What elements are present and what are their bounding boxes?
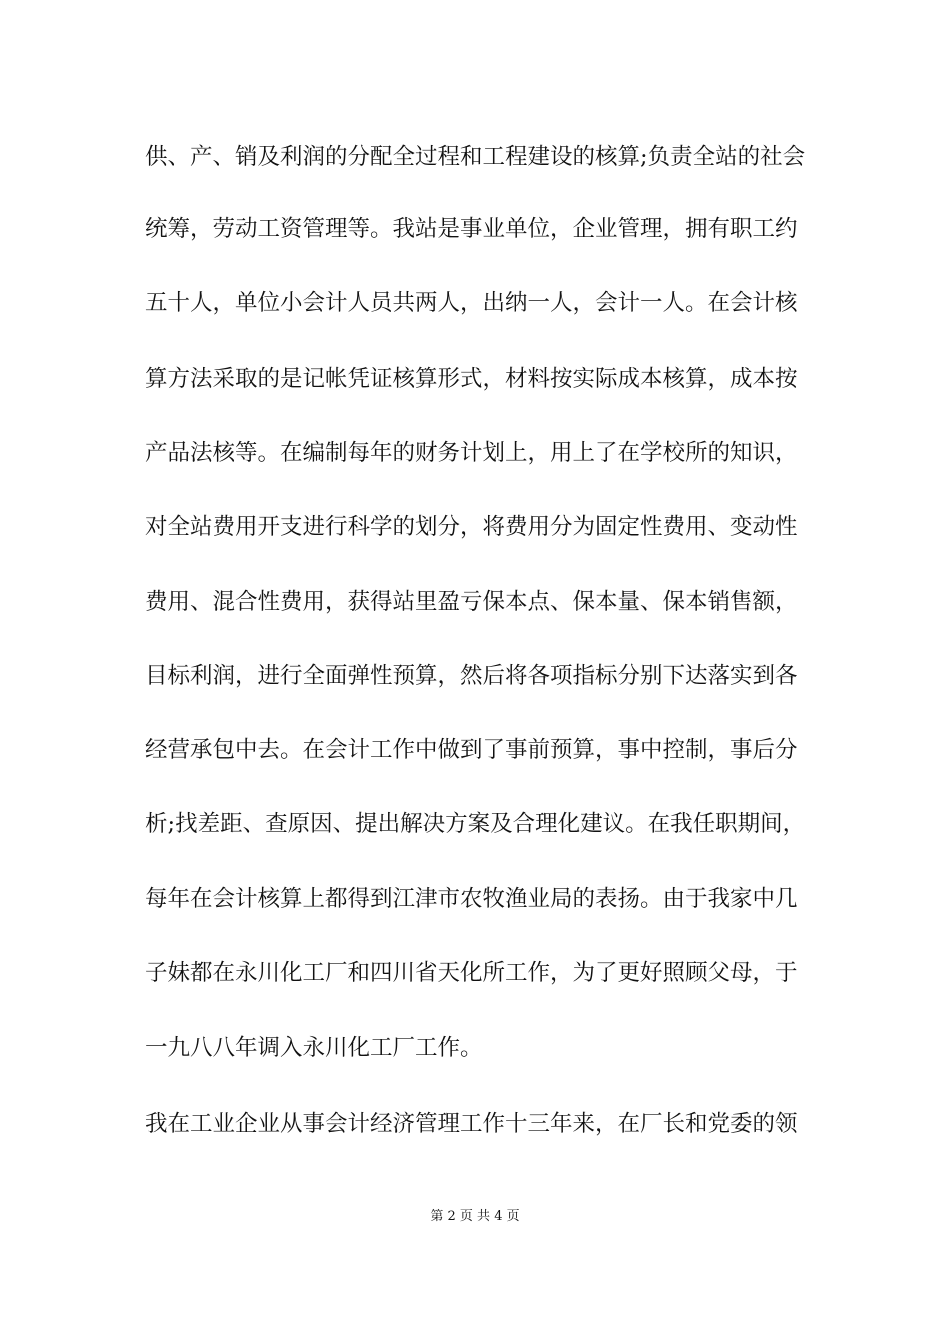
page-number-label: 第 2 页 共 4 页 — [430, 1209, 520, 1224]
text-line-8: 目标利润，进行全面弹性预算，然后将各项指标分别下达落实到各 — [145, 663, 798, 689]
text-line-10: 析;找差距、查原因、提出解决方案及合理化建议。在我任职期间， — [145, 811, 806, 837]
text-line-13: 一九八八年调入永川化工厂工作。 — [145, 1035, 483, 1061]
page-footer — [0, 1208, 950, 1226]
text-line-1: 供、产、销及利润的分配全过程和工程建设的核算;负责全站的社会 — [145, 144, 806, 170]
text-line-9: 经营承包中去。在会计工作中做到了事前预算，事中控制，事后分 — [145, 737, 798, 763]
text-line-12: 子妹都在永川化工厂和四川省天化所工作，为了更好照顾父母，于 — [145, 960, 798, 986]
text-line-5: 产品法核等。在编制每年的财务计划上，用上了在学校所的知识， — [145, 440, 798, 466]
text-line-2: 统筹，劳动工资管理等。我站是事业单位，企业管理，拥有职工约 — [145, 216, 798, 242]
text-line-4: 算方法采取的是记帐凭证核算形式，材料按实际成本核算，成本按 — [145, 366, 798, 392]
text-line-7: 费用、混合性费用，获得站里盈亏保本点、保本量、保本销售额， — [145, 589, 798, 615]
text-line-11: 每年在会计核算上都得到江津市农牧渔业局的表扬。由于我家中几 — [145, 886, 798, 912]
text-line-6: 对全站费用开支进行科学的划分，将费用分为固定性费用、变动性 — [145, 514, 798, 540]
text-line-14: 我在工业企业从事会计经济管理工作十三年来，在厂长和党委的领 — [145, 1111, 798, 1137]
text-line-3: 五十人，单位小会计人员共两人，出纳一人，会计一人。在会计核 — [145, 290, 798, 316]
